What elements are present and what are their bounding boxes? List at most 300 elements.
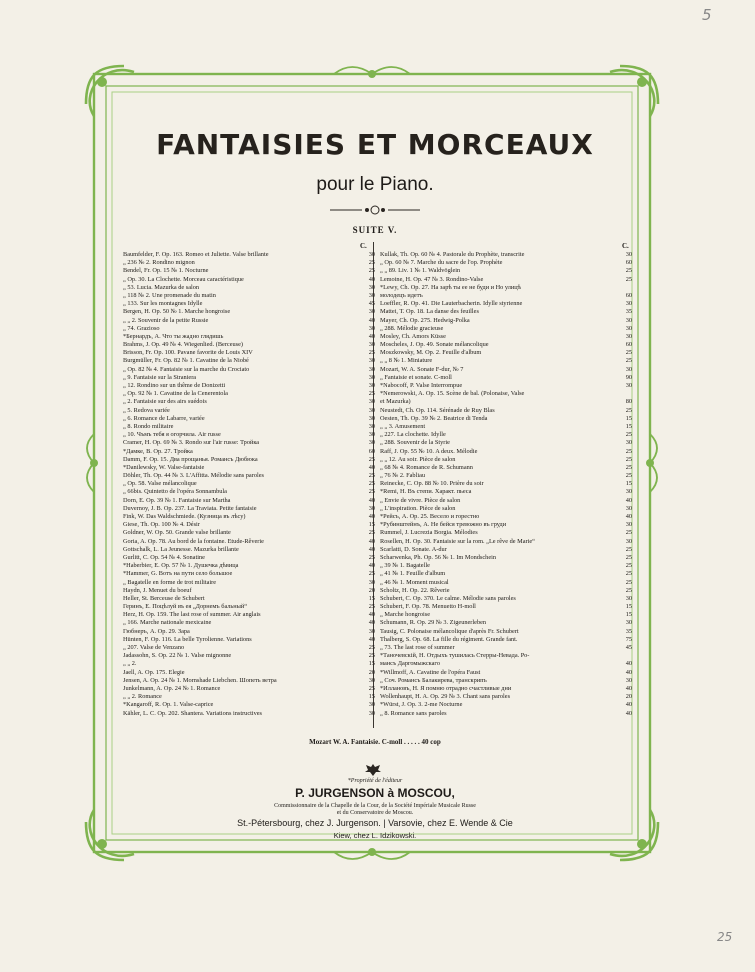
entry-price: 30 xyxy=(368,504,375,512)
entry-price: 40 xyxy=(625,513,632,520)
entry-price: 25 xyxy=(625,570,632,578)
catalog-entry xyxy=(380,382,632,390)
catalog-entry xyxy=(123,562,375,570)
entry-title: Thalberg, S. Op. 68. La fille du régiment. Grande fant. xyxy=(380,635,518,643)
entry-title: „ 66bis. Quintetto de l'opéra Sonnambula xyxy=(123,488,227,496)
catalog-entry xyxy=(380,317,632,325)
entry-title: Kullak, Th. Op. 60 № 4. Pastorale du Prophète, transcrite xyxy=(380,251,525,258)
catalog-entry xyxy=(123,374,375,382)
catalog-entry xyxy=(380,595,632,603)
entry-title: „ 5. Redova variée xyxy=(123,406,170,414)
catalog-entry xyxy=(380,529,632,537)
entry-price: 40 xyxy=(368,635,375,643)
entry-price: 25 xyxy=(625,357,632,365)
catalog-entry xyxy=(380,513,632,521)
catalog-entry xyxy=(380,407,632,415)
propriete-note: *Propriété de l'éditeur xyxy=(347,778,403,784)
catalog-entry xyxy=(380,308,632,316)
entry-price: 30 xyxy=(625,300,632,308)
catalog-entry xyxy=(123,292,375,300)
catalog-entry xyxy=(123,407,375,415)
catalog-entry xyxy=(380,628,632,636)
entry-title: „ „ 2. Romance xyxy=(123,693,162,701)
entry-title: Геринъ, Е. Поцѣлуй въ ея „Дорнемъ бальный“ xyxy=(123,603,248,611)
entry-title: *Willmoff, A. Cavatine de l'opéra Faust xyxy=(380,668,481,676)
entry-title: „ 288. Souvenir de la Styrie xyxy=(380,439,450,447)
entry-title: „ 12. Rondino sur un thême de Donizetti xyxy=(123,382,226,389)
entry-title: Baumfelder, F. Op. 163. Romeo et Juliette. Valse brillante xyxy=(123,251,269,258)
entry-title: Herz, H. Op. 159. The last rose of summer. Air anglais xyxy=(123,611,261,619)
entry-title: Tausig, C. Polonaise mélancolique d'après Fr. Schubert xyxy=(380,627,519,635)
entry-title: Schubert, F. Op. 78. Menuetto H-moll xyxy=(380,603,476,611)
catalog-entry xyxy=(123,636,375,644)
entry-title: Döhler, Th. Op. 44 № 3. L'Affitta. Mélodie sans paroles xyxy=(123,472,264,480)
entry-title: *Lewy, Ch. Op. 27. На зарѣ ты ее не буди и Но улицѣ xyxy=(380,283,522,291)
catalog-entry xyxy=(380,636,632,644)
entry-price: 30 xyxy=(368,709,375,717)
entry-title: Mayer, Ch. Op. 275. Hedwig-Polka xyxy=(380,316,470,324)
entry-title: „ 207. Valse de Venzano xyxy=(123,644,185,651)
entry-title: Mosley, Ch. Amors Küsse xyxy=(380,332,446,340)
entry-title: „ 76 № 2. Fabliau xyxy=(380,472,426,480)
entry-title: „ „ 2. xyxy=(123,660,137,668)
entry-price: 40 xyxy=(368,496,375,504)
entry-title: Oesten, Th. Op. 39 № 2. Beatrice di Tenda xyxy=(380,414,488,422)
entry-title: „ 8. Romance sans paroles xyxy=(380,709,447,717)
entry-price: 15 xyxy=(625,414,632,422)
catalog-entry xyxy=(123,521,375,529)
catalog-entry xyxy=(123,587,375,595)
entry-title: Raff, J. Op. 55 № 10. A deux. Mélodie xyxy=(380,447,478,455)
entry-price: 25 xyxy=(368,390,375,398)
entry-price: 20 xyxy=(368,586,375,594)
catalog-entry xyxy=(380,267,632,275)
entry-title: „ Marche hongroise xyxy=(380,611,431,619)
entry-price: 30 xyxy=(625,521,632,529)
entry-title: Гюбнеръ, А. Op. 29. Зара xyxy=(123,627,190,635)
entry-title: Schumann, R. Op. 29 № 3. Zigeunerleben xyxy=(380,619,487,627)
catalog-entry xyxy=(380,570,632,578)
entry-price: 25 xyxy=(368,529,375,537)
entry-price: 90 xyxy=(625,373,632,381)
entry-price: 25 xyxy=(368,349,375,357)
catalog-entry xyxy=(380,415,632,423)
entry-title: Giese, Th. Op. 100 № 4. Désir xyxy=(123,521,200,529)
entry-title: Jaell, A. Op. 175. Elegie xyxy=(123,668,185,676)
catalog-entry xyxy=(380,333,632,341)
entry-title: „ 41 № 1. Feuille d'album xyxy=(380,570,446,578)
entry-price: 25 xyxy=(368,472,375,480)
catalog-entry xyxy=(123,284,375,292)
entry-price: 15 xyxy=(625,611,632,619)
entry-title: Scharwenka, Ph. Op. 56 № 1. Im Mondschein xyxy=(380,553,497,561)
catalog-entry xyxy=(380,611,632,619)
entry-title: Burgmüller, Fr. Op. 82 № 1. Cavatine de la Niobé xyxy=(123,357,249,365)
entry-price: 25 xyxy=(368,570,375,578)
entry-title: *Иллановъ, Н. Я помню отрадно счастливые дни xyxy=(380,684,512,692)
catalog-entry xyxy=(123,488,375,496)
catalog-entry xyxy=(380,292,632,300)
catalog-entry xyxy=(123,701,375,709)
entry-title: Fink, W. Das Waldschmiede. (Кузница въ лѣсу) xyxy=(123,513,246,520)
catalog-entry xyxy=(123,660,375,668)
subtitle: pour le Piano. xyxy=(316,174,434,195)
entry-price: 40 xyxy=(368,537,375,545)
entry-price: 30 xyxy=(368,414,375,422)
entry-price: 60 xyxy=(368,447,375,455)
entry-price: 25 xyxy=(625,463,632,471)
catalog-entry xyxy=(380,546,632,554)
catalog-entry xyxy=(380,374,632,382)
entry-title: „ „ 89. Liv. 1 № 1. Waldvöglein xyxy=(380,267,461,275)
catalog-entry xyxy=(123,505,375,513)
catalog-entry xyxy=(123,652,375,660)
entry-price: 40 xyxy=(625,684,632,692)
catalog-entry xyxy=(123,570,375,578)
entry-price: 25 xyxy=(625,586,632,594)
entry-title: *Таночевскій, Н. Отдыхъ тушилась Стерры-Невада. Ро- xyxy=(380,652,530,660)
entry-price: 30 xyxy=(368,373,375,381)
catalog-entry xyxy=(123,398,375,406)
entry-title: „ Bagatelle en forme de trot militaire xyxy=(123,578,217,586)
catalog-entry xyxy=(123,325,375,333)
entry-price: 25 xyxy=(625,553,632,561)
entry-price: 40 xyxy=(368,611,375,619)
entry-price: 15 xyxy=(368,594,375,602)
entry-title: Reinecke, C. Op. 88 № 10. Prière du soir xyxy=(380,480,484,488)
catalog-entry xyxy=(123,276,375,284)
entry-title: „ 166. Marche nationale mexicaine xyxy=(123,619,212,627)
catalog-entry xyxy=(380,587,632,595)
entry-price: 30 xyxy=(625,439,632,447)
entry-price: 45 xyxy=(368,300,375,308)
entry-price: 30 xyxy=(625,324,632,332)
entry-price: 25 xyxy=(368,455,375,463)
catalog-entry xyxy=(380,603,632,611)
entry-price: 45 xyxy=(625,644,632,651)
entry-price: 30 xyxy=(625,365,632,373)
catalog-entry xyxy=(123,464,375,472)
entry-price: 30 xyxy=(625,619,632,627)
catalog-entry xyxy=(123,480,375,488)
entry-price: 30 xyxy=(625,251,632,258)
entry-title: Bergen, H. Op. 50 № 1. Marche hongroise xyxy=(123,308,231,316)
catalog-entry xyxy=(380,398,632,406)
catalog-entry xyxy=(380,276,632,284)
entry-price: 25 xyxy=(625,447,632,455)
imperial-eagle-icon xyxy=(364,763,382,777)
catalog-entry xyxy=(123,251,375,259)
entry-title: Scarlatti, D. Sonate. A-dur xyxy=(380,545,447,553)
conservatoire-line: et du Conservatoire de Moscou. xyxy=(336,810,414,816)
catalog-entry xyxy=(123,546,375,554)
entry-title: Dorn, E. Op. 39 № 1. Fantaisie sur Martha xyxy=(123,496,231,504)
catalog-entry xyxy=(380,366,632,374)
entry-title: Kähler, L. C. Op. 202. Shantera. Variations instructives xyxy=(123,709,263,717)
catalog-entry xyxy=(123,595,375,603)
entry-price: 30 xyxy=(368,676,375,684)
entry-title: Goldner, W. Op. 50. Grande valse brillante xyxy=(123,529,231,537)
entry-title: Junkelmann, A. Op. 24 № 1. Romance xyxy=(123,684,221,692)
entry-title: *Рейсъ, А. Op. 25. Весело и горестно xyxy=(380,513,480,520)
entry-title: „ 8. Rondo militaire xyxy=(123,422,174,430)
catalog-entry xyxy=(123,619,375,627)
entry-title: *Hammer, G. Вотъ на пути село большое xyxy=(123,570,233,578)
entry-price: 25 xyxy=(368,267,375,275)
entry-price: 30 xyxy=(368,398,375,406)
catalog-entry xyxy=(380,456,632,464)
entry-price: 30 xyxy=(625,537,632,545)
entry-price: 30 xyxy=(368,439,375,447)
entry-title: Mattei, T. Op. 18. La danse des feuilles xyxy=(380,308,479,316)
catalog-entry xyxy=(380,259,632,267)
entry-title: *Nabocoff, P. Valse Interrompue xyxy=(380,382,463,389)
entry-price: 30 xyxy=(625,332,632,340)
entry-title: „ Op. 92 № 1. Cavatine de la Cenerentola xyxy=(123,390,228,398)
entry-price: 15 xyxy=(625,603,632,611)
entry-title: Jensen, A. Op. 24 № 1. Mornshade Liebchen. Шопеть ветра xyxy=(123,676,277,684)
entry-price: 60 xyxy=(625,291,632,299)
catalog-entry xyxy=(380,464,632,472)
entry-title: Bendel, Fr. Op. 15 № 1. Nocturne xyxy=(123,267,209,275)
catalog-entry xyxy=(380,562,632,570)
catalog-entry xyxy=(123,317,375,325)
catalog-entry xyxy=(380,579,632,587)
entry-title: „ 68 № 4. Romance de R. Schumann xyxy=(380,463,473,471)
catalog-entry xyxy=(380,538,632,546)
entry-price: 15 xyxy=(625,480,632,488)
catalog-entry xyxy=(380,619,632,627)
catalog-entry xyxy=(123,628,375,636)
entry-title: *Remi, H. Въ степи. Характ. пьеса xyxy=(380,488,472,496)
suite-heading: SUITE V. xyxy=(352,225,398,235)
entry-price: 25 xyxy=(625,562,632,570)
entry-price: 30 xyxy=(368,365,375,373)
entry-title: „ 39 № 1. Bagatelle xyxy=(380,562,430,570)
entry-price: 15 xyxy=(368,521,375,529)
entry-title: Rummel, J. Lucrezia Borgia. Mélodies xyxy=(380,529,478,537)
entry-price: 20 xyxy=(368,668,375,676)
entry-price: 25 xyxy=(625,472,632,480)
catalog-entry xyxy=(380,505,632,513)
entry-price: 25 xyxy=(625,578,632,586)
entry-price: 30 xyxy=(368,627,375,635)
entry-title: Scholtz, H. Op. 22. Rêverie xyxy=(380,586,450,594)
entry-price: 35 xyxy=(625,627,632,635)
entry-price: 25 xyxy=(625,455,632,463)
entry-price: 25 xyxy=(625,275,632,283)
entry-price: 25 xyxy=(625,267,632,275)
catalog-entry xyxy=(380,554,632,562)
entry-title: Brahms, J. Op. 49 № 4. Wiegenlied. (Berceuse) xyxy=(123,341,244,349)
entry-price: 40 xyxy=(625,668,632,676)
entry-title: „ Op. 30. La Clochette. Morceau caractéristique xyxy=(123,275,244,283)
entry-title: Cramer, H. Op. 69 № 3. Rondo sur l'air russe: Тройка xyxy=(123,439,260,447)
entry-title: Jadassohn, S. Op. 22 № 1. Valse mignonne xyxy=(123,652,232,660)
catalog-entry xyxy=(123,382,375,390)
catalog-entry xyxy=(123,349,375,357)
entry-title: „ L'inspiration. Pièce de salon xyxy=(380,504,456,512)
catalog-entry xyxy=(123,497,375,505)
catalog-entry xyxy=(123,669,375,677)
catalog-entry xyxy=(123,603,375,611)
entry-price: 15 xyxy=(368,693,375,701)
entry-title: „ 74. Grazioso xyxy=(123,324,160,332)
catalog-entry xyxy=(380,472,632,480)
catalog-entry xyxy=(123,300,375,308)
entry-title: Brisson, Fr. Op. 100. Pavane favorite de Louis XIV xyxy=(123,349,253,357)
catalog-entry xyxy=(123,431,375,439)
entry-price: 60 xyxy=(625,259,632,267)
entry-title: „ Op. 60 № 7. Marche du sacre de l'op. Prophète xyxy=(380,259,503,267)
entry-price: 25 xyxy=(625,529,632,537)
entry-price: 30 xyxy=(625,504,632,512)
catalog-entry xyxy=(380,710,632,718)
entry-title: Damm, F. Op. 15. Два прощанья. Романсъ Дюбюка xyxy=(123,455,258,463)
entry-price: 25 xyxy=(368,684,375,692)
catalog-entry xyxy=(380,325,632,333)
catalog-entry xyxy=(123,710,375,718)
catalog-entry xyxy=(123,554,375,562)
entry-title: „ 6. Romance de Labarre, variée xyxy=(123,414,205,422)
catalog-entry xyxy=(123,439,375,447)
entry-title: *Nemerowski, A. Op. 15. Scène de bal. (Polonaise, Valse xyxy=(380,390,525,398)
catalog-entry xyxy=(380,660,632,668)
catalog-entry xyxy=(380,521,632,529)
entry-price: 25 xyxy=(368,553,375,561)
catalog-entry xyxy=(380,390,632,398)
catalog-column-left xyxy=(123,251,375,718)
entry-title: молодецъ идетъ xyxy=(380,291,423,299)
entry-price: 30 xyxy=(368,382,375,389)
entry-price: 30 xyxy=(368,308,375,316)
mozart-line: Mozart W. A. Fantaisie. C-moll . . . . . 40 cop xyxy=(309,738,441,746)
catalog-entry xyxy=(123,611,375,619)
entry-title: „ 73. The last rose of summer xyxy=(380,644,455,651)
entry-price: 40 xyxy=(625,709,632,717)
entry-price: 30 xyxy=(625,382,632,389)
entry-price: 40 xyxy=(368,545,375,553)
catalog-entry xyxy=(380,701,632,709)
entry-title: „ 118 № 2. Une promenade du matin xyxy=(123,291,216,299)
entry-title: Moszkowsky, M. Op. 2. Feuille d'album xyxy=(380,349,482,357)
entry-price: 15 xyxy=(368,660,375,668)
entry-price: 25 xyxy=(625,431,632,439)
catalog-entry xyxy=(123,538,375,546)
catalog-entry xyxy=(123,267,375,275)
catalog-entry xyxy=(123,677,375,685)
entry-price: 30 xyxy=(368,431,375,439)
entry-price: 25 xyxy=(625,545,632,553)
catalog-entry xyxy=(380,652,632,660)
entry-title: Duvernoy, J. B. Op. 237. La Traviata. Petite fantaisie xyxy=(123,504,257,512)
entry-title: „ 53. Lucia. Mazurka de salon xyxy=(123,283,200,291)
currency-label-right: C. xyxy=(622,242,629,250)
pencil-note-bottom: 25 xyxy=(717,930,733,944)
entry-title: Gottschalk, L. La Jeunesse. Mazurka brillante xyxy=(123,545,239,553)
entry-title: *Дамке, В. Op. 27. Тройка xyxy=(123,447,193,455)
entry-title: *Haberbier, E. Op. 57 № 1. Душечка дѣвица xyxy=(123,562,239,570)
entry-title: Heller, St. Berceuse de Schubert xyxy=(123,594,205,602)
entry-title: Haydn, J. Menuet du boeuf xyxy=(123,586,192,594)
entry-price: 30 xyxy=(625,594,632,602)
catalog-entry xyxy=(380,341,632,349)
entry-title: „ 10. Чъмъ тебя я огорчила. Air russe xyxy=(123,431,221,439)
catalog-entry xyxy=(123,357,375,365)
cities-line: St.-Pétersbourg, chez J. Jurgenson. | Varsovie, chez E. Wende & Cie xyxy=(237,818,513,828)
catalog-entry xyxy=(380,488,632,496)
entry-price: 40 xyxy=(368,332,375,340)
page-title: FANTAISIES ET MORCEAUX xyxy=(156,128,594,161)
entry-price: 30 xyxy=(368,406,375,414)
entry-title: мансъ Даргомыжскаго xyxy=(380,660,441,668)
entry-title: Lemoine, H. Op. 47 № 3. Rondino-Valse xyxy=(380,275,484,283)
entry-title: Loeffler, R. Op. 41. Die Lauterbacherin. Idylle styrienne xyxy=(380,300,523,308)
catalog-entry xyxy=(123,579,375,587)
catalog-entry xyxy=(380,423,632,431)
catalog-column-right xyxy=(380,251,632,718)
entry-price: 30 xyxy=(368,251,375,258)
entry-title: Hünten, F. Op. 116. La belle Tyrolienne. Variations xyxy=(123,635,252,643)
catalog-entry xyxy=(380,669,632,677)
catalog-entry xyxy=(380,357,632,365)
catalog-entry xyxy=(123,644,375,652)
catalog-entry xyxy=(123,693,375,701)
entry-price: 40 xyxy=(625,496,632,504)
entry-title: „ „ 2. Souvenir de la petite Russie xyxy=(123,316,209,324)
entry-price: 25 xyxy=(368,480,375,488)
pencil-note-top: 5 xyxy=(702,6,712,24)
catalog-entry xyxy=(123,341,375,349)
entry-price: 40 xyxy=(625,701,632,709)
entry-price: 60 xyxy=(625,341,632,349)
catalog-entry xyxy=(380,349,632,357)
entry-title: „ Соч. Романсъ Балакирева, транскрипъ xyxy=(380,676,487,684)
entry-price: 35 xyxy=(625,308,632,316)
entry-title: *Würst, J. Op. 3. 2-me Nocturne xyxy=(380,701,463,709)
catalog-entry xyxy=(380,431,632,439)
entry-title: „ Op. 58. Valse mélancolique xyxy=(123,480,197,488)
entry-price: 40 xyxy=(368,275,375,283)
commission-line: Commissionnaire de la Chapelle de la Cour, de la Société Impériale Musicale Russe xyxy=(274,803,476,809)
catalog-entry xyxy=(380,439,632,447)
entry-price: 25 xyxy=(368,644,375,651)
entry-price: 30 xyxy=(625,488,632,496)
publisher-name: P. JURGENSON à MOSCOU, xyxy=(295,786,455,800)
entry-price: 30 xyxy=(368,283,375,291)
catalog-entry xyxy=(123,415,375,423)
catalog-entry xyxy=(123,685,375,693)
catalog-entry xyxy=(123,513,375,521)
catalog-entry xyxy=(380,284,632,292)
catalog-entry xyxy=(123,333,375,341)
catalog-entry xyxy=(380,497,632,505)
entry-price: 75 xyxy=(625,635,632,643)
entry-title: et Mazurka) xyxy=(380,398,411,406)
entry-price: 20 xyxy=(625,693,632,701)
entry-title: *Бернардъ, А. Что ты жадно глядишь xyxy=(123,332,224,340)
entry-title: „ Fantaisie et sonate. C-moll xyxy=(380,373,452,381)
entry-price: 25 xyxy=(625,349,632,357)
entry-price: 30 xyxy=(625,316,632,324)
entry-title: „ Op. 82 № 4. Fantaisie sur la marche du Crociato xyxy=(123,365,250,373)
entry-price: 30 xyxy=(368,341,375,349)
entry-title: „ 46 № 1. Moment musical xyxy=(380,578,449,586)
catalog-entry xyxy=(123,529,375,537)
entry-title: Rosellen, H. Op. 30. Fantaisie sur la rom. „Le rêve de Marie“ xyxy=(380,537,535,545)
entry-title: Gurlitt, C. Op. 54 № 4. Sonatine xyxy=(123,553,205,561)
entry-price: 40 xyxy=(368,316,375,324)
